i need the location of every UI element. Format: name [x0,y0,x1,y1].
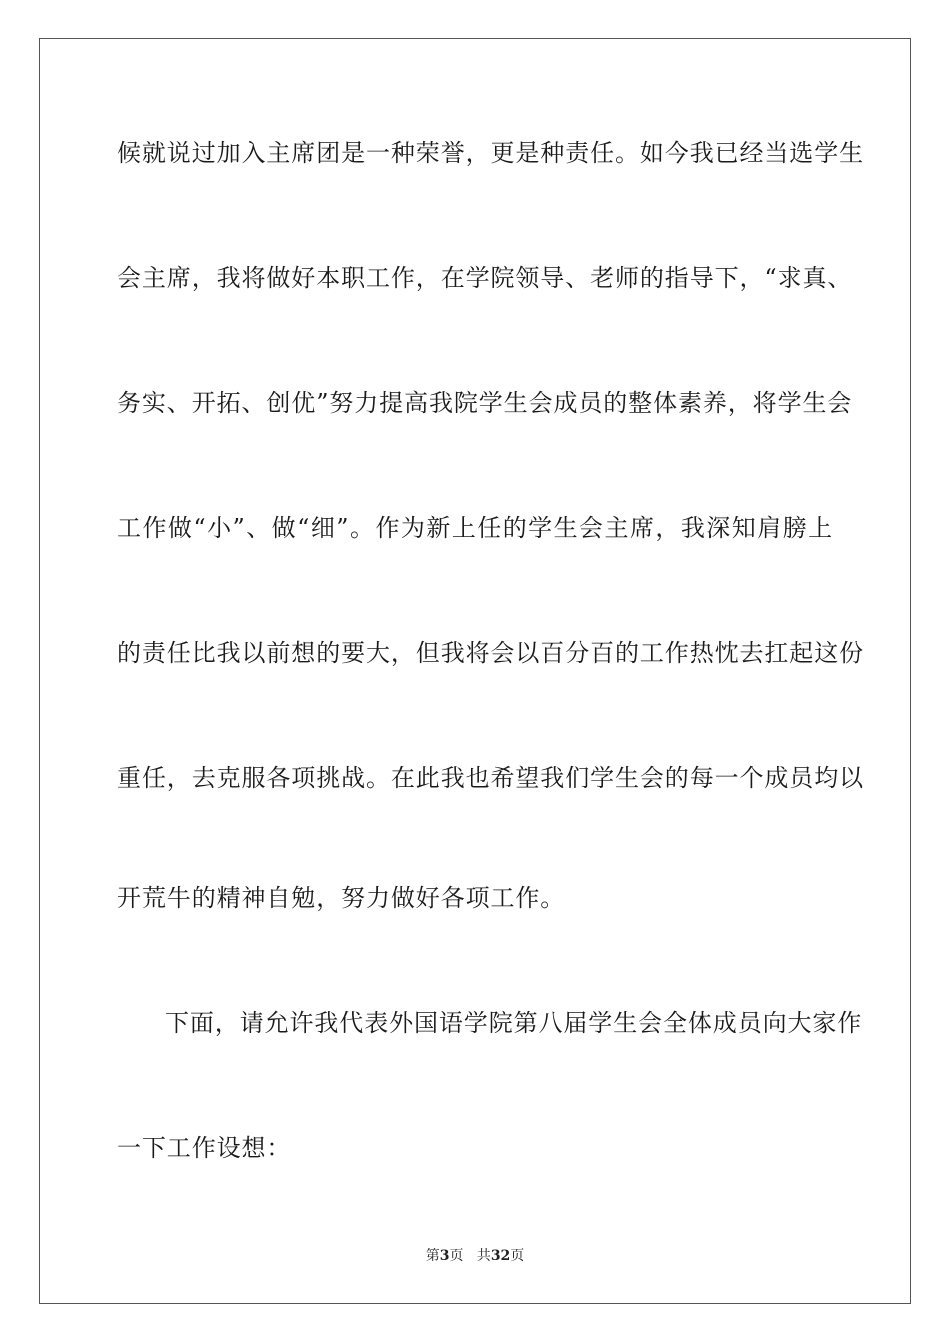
body-line-8: 下面，请允许我代表外国语学院第八届学生会全体成员向大家作 [165,1009,863,1037]
page-prefix: 第 [425,1248,440,1264]
total-prefix: 共 [476,1248,491,1264]
page-border [39,38,911,1304]
page-suffix: 页 [449,1248,464,1264]
body-line-7: 开荒牛的精神自勉，努力做好各项工作。 [117,884,566,912]
body-line-2: 会主席，我将做好本职工作，在学院领导、老师的指导下，“求真、 [117,264,853,292]
page-footer [0,1247,950,1265]
page-current: 3 [439,1248,450,1264]
body-line-4: 工作做“小”、做“细”。作为新上任的学生会主席，我深知肩膀上 [117,514,833,542]
body-line-3: 务实、开拓、创优”努力提高我院学生会成员的整体素养，将学生会 [117,389,853,417]
body-line-1: 候就说过加入主席团是一种荣誉，更是种责任。如今我已经当选学生 [117,139,864,167]
body-line-9: 一下工作设想： [117,1134,292,1162]
body-line-6: 重任，去克服各项挑战。在此我也希望我们学生会的每一个成员均以 [117,764,864,792]
total-suffix: 页 [510,1248,525,1264]
body-line-5: 的责任比我以前想的要大，但我将会以百分百的工作热忱去扛起这份 [117,639,864,667]
page-total: 32 [490,1248,511,1264]
